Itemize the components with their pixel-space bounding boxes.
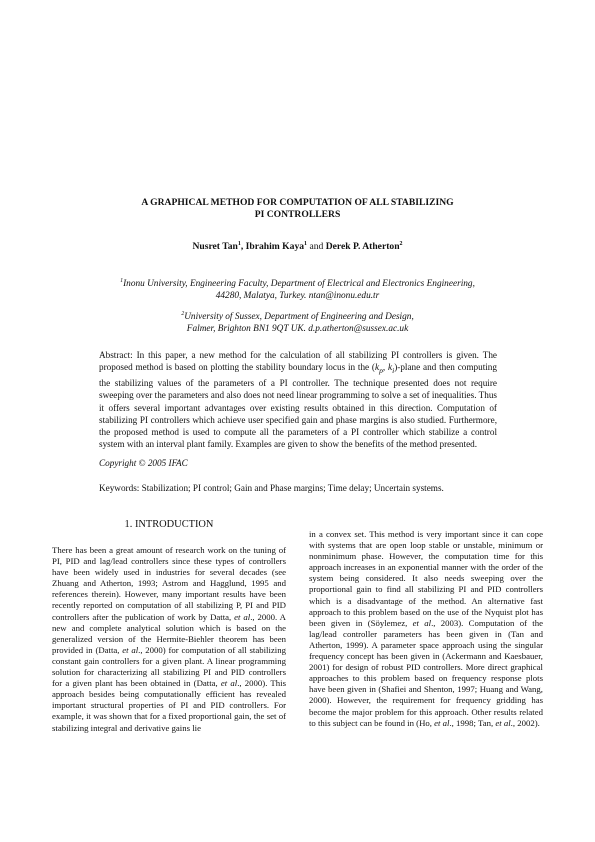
body-text: There has been a great amount of research work on the tuning of PI, PID and lag/lead controllers since these types of controllers have been widely used in industries for several decades (see Zhuang and Atherton, 1993; Astrom and Hagglund, 1995 and references therein). However, many important results have been recently reported on computation of all stabilizing P, PI and PID controllers after the publication of work by Datta, <box>52 545 286 622</box>
math-symbol: k <box>374 362 380 373</box>
copyright-notice: Copyright © 2005 IFAC <box>99 458 188 468</box>
affiliation-2 <box>60 311 535 335</box>
author-name: Derek P. Atherton <box>325 241 400 252</box>
affiliation-line: 44280, Malatya, Turkey. ntan@inonu.edu.tr <box>215 291 380 302</box>
right-column-text <box>309 529 543 729</box>
math-kp-ki <box>374 362 395 376</box>
title-line-2: PI CONTROLLERS <box>254 209 341 220</box>
body-text-italic: et al <box>412 617 432 628</box>
math-symbol: , k <box>382 362 393 373</box>
author-name: Nusret Tan <box>192 241 238 252</box>
left-column-text <box>52 545 286 734</box>
body-text: ., 2002). <box>510 717 540 728</box>
body-text: ., 1998; Tan, <box>449 717 496 728</box>
abstract-text: Abstract: In this paper, a new method for the calculation of all stabilizing PI controllers is given. The proposed method is based on plotting the stability boundary locus in the ( <box>99 350 497 373</box>
affiliation-mark: 1 <box>120 277 124 284</box>
affiliation-line: Inonu University, Engineering Faculty, Department of Electrical and Electronics Engineering, <box>123 279 475 289</box>
author-affiliation-mark: 1 <box>304 240 308 247</box>
section-heading: 1. INTRODUCTION <box>124 519 214 530</box>
author-affiliation-mark: 2 <box>399 240 403 247</box>
math-subscript: p <box>379 366 383 376</box>
body-text: ., 2003). Computation of the lag/lead controller parameters has been given in (Tan and Atherton, 1999). A parameter space approach using the singular frequency concept has been given in (Ackermann and Kaesbauer, 2001) for design of robust PID controllers. More direct graphical approaches to this problem based on frequency response plots have been given in (Shafiei and Shenton, 1997; Huang and Wang, 2000). However, the requirement for frequency gridding has become the major problem for this approach. Other results related to this subject can be found in (Ho, <box>309 617 543 728</box>
keywords: Keywords: Stabilization; PI control; Gain and Phase margins; Time delay; Uncertain systems. <box>99 483 444 493</box>
affiliation-1 <box>60 278 535 302</box>
author-conjunction: and <box>309 241 324 252</box>
body-text-italic: et al <box>122 644 139 655</box>
body-text: ., 2000). This approach besides being computationally efficient has revealed important structural properties of PI and PID controllers. For example, it was shown that for a fixed proportional gain, the set of stabilizing integral and derivative gains lie <box>52 678 286 733</box>
paper-title <box>60 197 535 221</box>
title-line-1: A GRAPHICAL METHOD FOR COMPUTATION OF ALL STABILIZING <box>141 197 454 208</box>
body-text: ., 2000. A new and complete analytical solution which is based on the generalized version of the Hermite-Biehler theorem has been provided in (Datta, <box>52 611 286 655</box>
author-name: Ibrahim Kaya <box>245 241 305 252</box>
author-affiliation-mark: 1 <box>237 240 241 247</box>
abstract <box>99 349 497 450</box>
body-text-italic: et al <box>234 611 251 622</box>
abstract-text: )-plane and then computing the stabilizing values of the parameters of a PI controller. The technique presented does not require sweeping over the parameters and also does not need linear programming to solve a set of inequalities. Thus it offers several important advantages over existing results obtained in this direction. Computation of stabilizing PI controllers which achieve user specified gain and phase margins is also studied. Furthermore, the proposed method is used to compute all the parameters of a PI controller which stabilize a control system with an interval plant family. Examples are given to show the benefits of the method presented. <box>99 362 497 450</box>
affiliation-line: University of Sussex, Department of Engineering and Design, <box>184 312 414 322</box>
body-text-italic: et al <box>434 717 450 728</box>
body-text: ., 2000) for computation of all stabilizing constant gain controllers for a given plant. A linear programming solution for characterizing all stabilizing PI and PID controllers for a given plant has been obtained in (Datta, <box>52 644 286 689</box>
body-text-italic: et al <box>495 717 511 728</box>
author-list: Nusret Tan$^1$, Ibrahim Kaya$^1$ and Derek P. Atherton$^2$ <box>192 240 403 252</box>
affiliation-line: Falmer, Brighton BN1 9QT UK. d.p.atherton@sussex.ac.uk <box>186 324 409 335</box>
body-text-italic: et al <box>220 678 238 689</box>
math-subscript: i <box>392 366 395 376</box>
affiliation-mark: 2 <box>181 310 185 317</box>
body-text: in a convex set. This method is very important since it can cope with systems that are open loop stable or unstable, minimum or nonminimum phase. However, the computation time for this approach increases in an exponential manner with the order of the system being considered. It also needs sweeping over the proportional gain to find all stabilizing PI and PID controllers which is a disadvantage of the method. An alternative fast approach to this problem based on the use of the Nyquist plot has been given in (Söylemez, <box>309 529 543 628</box>
